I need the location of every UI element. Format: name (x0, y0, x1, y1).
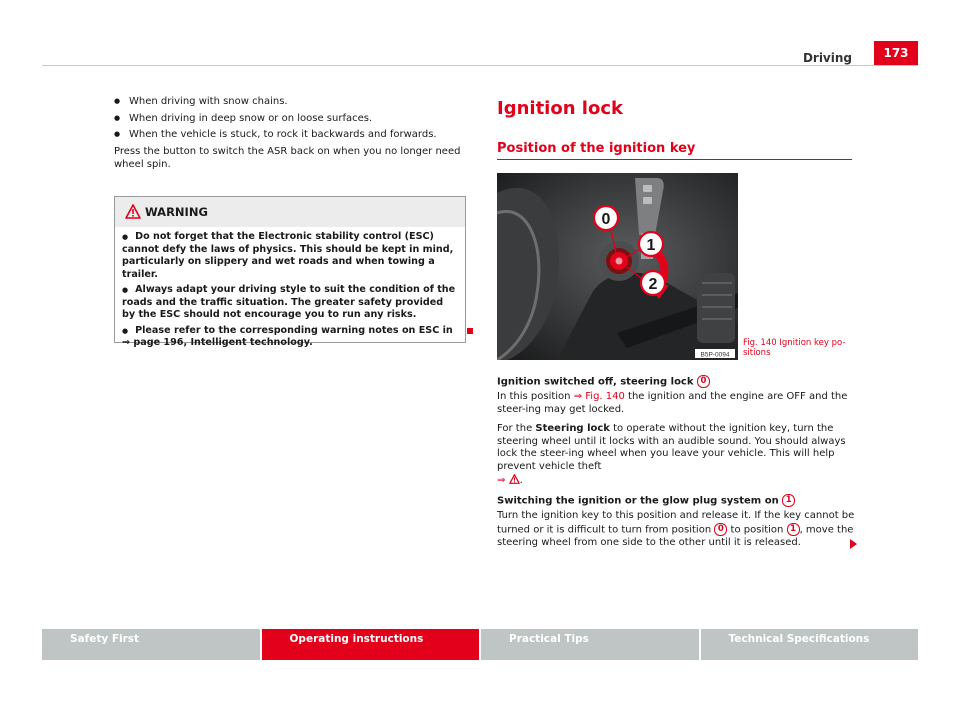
warning-reference-link[interactable]: ⇒ (497, 475, 520, 486)
warning-title: WARNING (145, 205, 208, 219)
steering-lock-heading: Ignition switched off, steering lock 0 (497, 375, 855, 389)
list-item: ● When driving with snow chains. (114, 95, 470, 108)
position-badge: 0 (697, 375, 710, 388)
warning-item: ● Please refer to the corresponding warning notes on ESC in ⇒ page 196, Intelligent technology. (122, 324, 453, 348)
continue-arrow-icon (850, 539, 857, 549)
steering-lock-paragraph: In this position ⇒ Fig. 140 the ignition and the engine are OFF and the steer-ing may get locked. (497, 391, 848, 416)
list-item: ● When driving in deep snow or on loose surfaces. (114, 112, 470, 125)
tab-operating-instructions[interactable]: Operating instructions (262, 629, 480, 660)
header-divider (42, 65, 918, 66)
tab-practical-tips[interactable]: Practical Tips (481, 629, 699, 660)
figure-reference-link[interactable]: ⇒ Fig. 140 (573, 391, 625, 403)
warning-item: ● Do not forget that the Electronic stability control (ESC) cannot defy the laws of physics. This should be kept in mind, particularly on slippery and wet roads and when towing a trailer. (122, 231, 454, 280)
ignition-on-heading: Switching the ignition or the glow plug system on 1 (497, 494, 855, 508)
position-badge: 0 (714, 523, 727, 536)
left-column (114, 95, 470, 171)
right-text (497, 375, 855, 556)
section-end-marker (467, 328, 473, 334)
page-number: 173 (874, 41, 918, 65)
figure-caption: Fig. 140 Ignition key po-sitions (743, 338, 846, 358)
warning-header (115, 197, 465, 227)
figure-label-position-2: 2 (648, 276, 658, 293)
warning-triangle-icon (509, 474, 520, 484)
bullet-list (114, 95, 470, 141)
figure-label-position-0: 0 (601, 211, 611, 228)
ignition-on-paragraph: Turn the ignition key to this position and release it. If the key cannot be turned or it is difficult to turn from position 0 to position 1 , move the steering wheel from one side to the other until it is released. (497, 510, 855, 549)
ignition-key-figure (497, 173, 738, 360)
section-subheading: Position of the ignition key (497, 141, 696, 156)
section-title: Driving (802, 51, 852, 65)
page-reference-link[interactable]: ⇒ page 196, Intelligent technology. (122, 337, 313, 348)
page-heading: Ignition lock (497, 98, 623, 119)
ignition-lock-illustration (497, 173, 738, 360)
asr-paragraph: Press the button to switch the ASR back on when you no longer need wheel spin. (114, 146, 461, 170)
warning-item: ● Always adapt your driving style to suit the condition of the roads and the traffic situation. The greater safety provided by the ESC should not encourage you to run any risks. (122, 284, 456, 320)
list-item: ● When the vehicle is stuck, to rock it backwards and forwards. (114, 128, 470, 141)
tab-safety-first[interactable]: Safety First (42, 629, 260, 660)
warning-body (115, 227, 465, 350)
position-badge: 1 (787, 523, 800, 536)
warning-box (114, 196, 466, 348)
warning-triangle-icon (125, 204, 141, 219)
figure-label-position-1: 1 (646, 237, 656, 254)
footer-tabs (42, 629, 918, 660)
steering-lock-usage-paragraph: For the Steering lock to operate without the ignition key, turn the steering wheel until it locks with an audible sound. You should always lock the steer-ing wheel when you leave your vehicle. This will help prevent vehicle theft ⇒ . (497, 422, 846, 487)
tab-technical-specifications[interactable]: Technical Specifications (701, 629, 919, 660)
figure-code: B5P-0094 (700, 351, 730, 359)
position-badge: 1 (782, 494, 795, 507)
subheading-underline (497, 159, 852, 160)
